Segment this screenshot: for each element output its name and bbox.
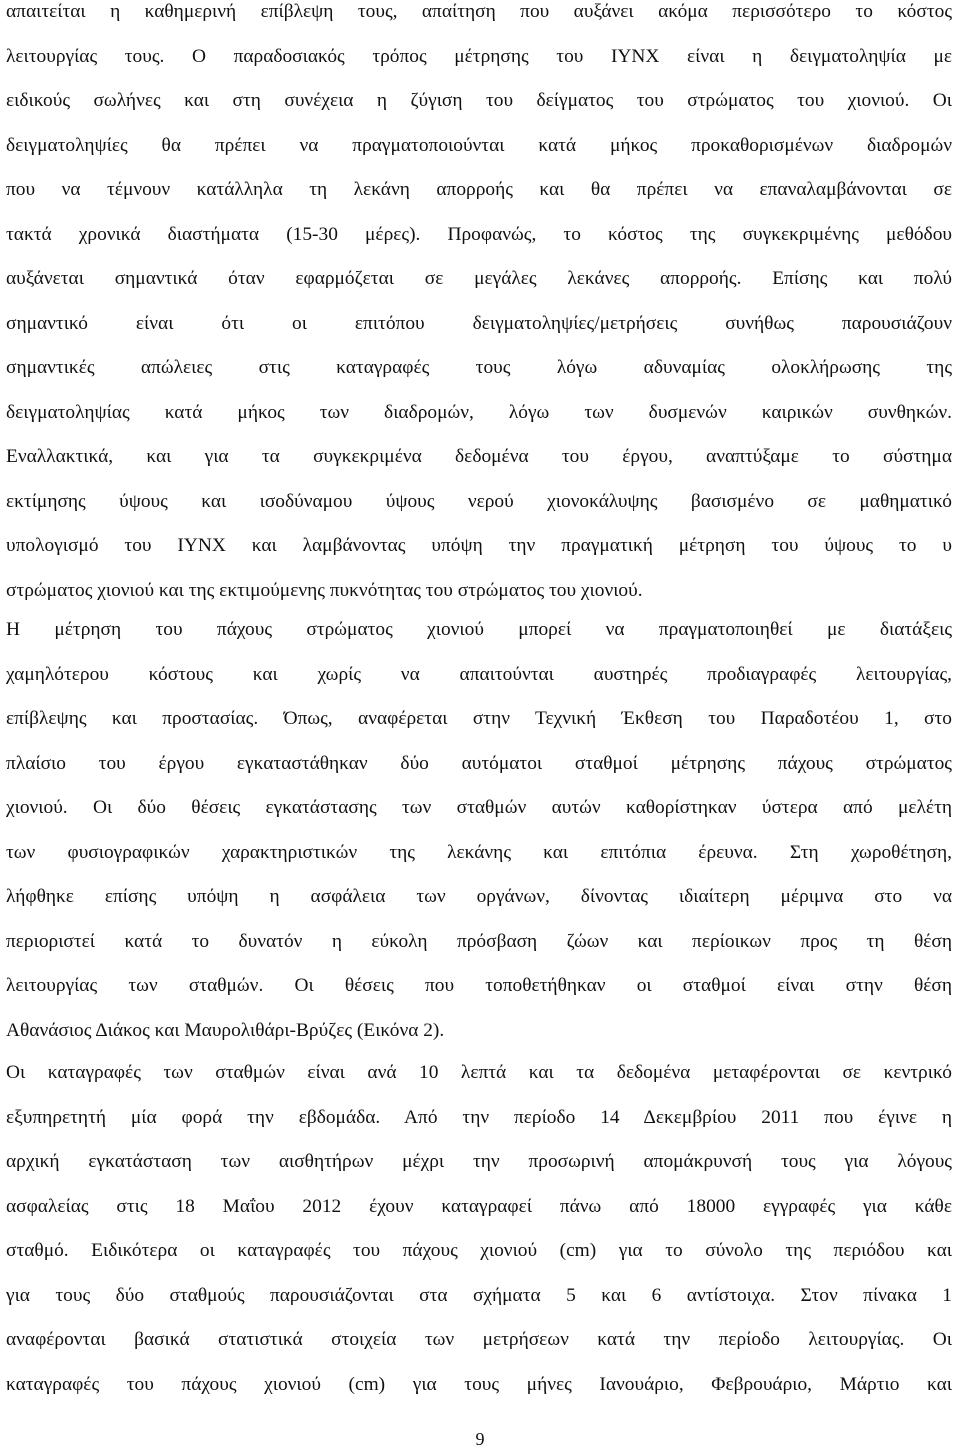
text-line: εκτίμησης ύψους και ισοδύναμου ύψους νερού χιονοκάλυψης βασισμένο σε μαθηματικό: [6, 490, 952, 512]
paragraph-2: [6, 608, 952, 1053]
text-line: χιονιού. Οι δύο θέσεις εγκατάστασης των σταθμών αυτών καθορίστηκαν ύστερα από μελέτη: [6, 797, 952, 818]
text-line: λειτουργίας τους. Ο παραδοσιακός τρόπος μέτρησης του ΙΥΝΧ είναι η δειγματοληψία με: [6, 45, 952, 67]
text-line: αρχική εγκατάσταση των αισθητήρων μέχρι την προσωρινή απομάκρυνσή τους για λόγους: [6, 1151, 952, 1172]
text-line: Οι καταγραφές των σταθμών είναι ανά 10 λεπτά και τα δεδομένα μεταφέρονται σε κεντρικό: [6, 1062, 952, 1083]
paragraph-1: [6, 0, 952, 613]
text-line: στρώματος χιονιού και της εκτιμούμενης πυκνότητας του στρώματος του χιονιού.: [6, 579, 643, 601]
text-line: αναφέρονται βασικά στατιστικά στοιχεία των μετρήσεων κατά την περίοδο λειτουργίας. Οι: [6, 1329, 952, 1350]
text-line: που να τέμνουν κατάλληλα τη λεκάνη απορροής και θα πρέπει να επαναλαμβάνονται σε: [6, 179, 952, 200]
text-line: λειτουργίας των σταθμών. Οι θέσεις που τοποθετήθηκαν οι σταθμοί είναι στην θέση: [6, 975, 952, 996]
text-line: των φυσιογραφικών χαρακτηριστικών της λεκάνης και επιτόπια έρευνα. Στη χωροθέτηση,: [6, 841, 952, 863]
text-line: καταγραφές του πάχους χιονιού (cm) για τους μήνες Ιανουάριο, Φεβρουάριο, Μάρτιο και: [6, 1373, 952, 1395]
text-line: χαμηλότερου κόστους και χωρίς να απαιτούνται αυστηρές προδιαγραφές λειτουργίας,: [6, 663, 952, 685]
text-line: Εναλλακτικά, και για τα συγκεκριμένα δεδομένα του έργου, αναπτύξαμε το σύστημα: [6, 446, 952, 467]
text-line: σταθμό. Ειδικότερα οι καταγραφές του πάχους χιονιού (cm) για το σύνολο της περιόδου και: [6, 1240, 952, 1261]
text-line: αυξάνεται σημαντικά όταν εφαρμόζεται σε μεγάλες λεκάνες απορροής. Επίσης και πολύ: [6, 268, 952, 289]
text-line: πλαίσιο του έργου εγκαταστάθηκαν δύο αυτόματοι σταθμοί μέτρησης πάχους στρώματος: [6, 752, 952, 774]
text-line: σημαντικό είναι ότι οι επιτόπου δειγματοληψίες/μετρήσεις συνήθως παρουσιάζουν: [6, 312, 952, 334]
text-line: ασφαλείας στις 18 Μαΐου 2012 έχουν καταγραφεί πάνω από 18000 εγγραφές για κάθε: [6, 1195, 952, 1217]
paragraph-3: [6, 1051, 952, 1407]
text-line: ειδικούς σωλήνες και στη συνέχεια η ζύγιση του δείγματος του στρώματος του χιονιού. Οι: [6, 90, 952, 111]
text-line: Αθανάσιος Διάκος και Μαυρολιθάρι-Βρύζες (Εικόνα 2).: [6, 1019, 445, 1041]
text-line: σημαντικές απώλειες στις καταγραφές τους λόγω αδυναμίας ολοκλήρωσης της: [6, 357, 952, 378]
text-line: για τους δύο σταθμούς παρουσιάζονται στα σχήματα 5 και 6 αντίστοιχα. Στον πίνακα 1: [6, 1284, 952, 1306]
text-line: λήφθηκε επίσης υπόψη η ασφάλεια των οργάνων, δίνοντας ιδιαίτερη μέριμνα στο να: [6, 886, 952, 907]
page-number: 9: [475, 1429, 485, 1449]
text-line: απαιτείται η καθημερινή επίβλεψη τους, απαίτηση που αυξάνει ακόμα περισσότερο το κόστος: [6, 1, 952, 22]
text-line: επίβλεψης και προστασίας. Όπως, αναφέρεται στην Τεχνική Έκθεση του Παραδοτέου 1, στο: [6, 708, 952, 729]
text-line: Η μέτρηση του πάχους στρώματος χιονιού μπορεί να πραγματοποιηθεί με διατάξεις: [6, 619, 952, 640]
text-line: περιοριστεί κατά το δυνατόν η εύκολη πρόσβαση ζώων και περίοικων προς τη θέση: [6, 930, 952, 952]
text-line: τακτά χρονικά διαστήματα (15-30 μέρες). Προφανώς, το κόστος της συγκεκριμένης μεθόδου: [6, 223, 952, 245]
text-line: δειγματοληψίας κατά μήκος των διαδρομών, λόγω των δυσμενών καιρικών συνθηκών.: [6, 401, 952, 423]
text-line: εξυπηρετητή μία φορά την εβδομάδα. Από την περίοδο 14 Δεκεμβρίου 2011 που έγινε η: [6, 1106, 952, 1128]
text-line: υπολογισμό του ΙΥΝΧ και λαμβάνοντας υπόψη την πραγματική μέτρηση του ύψους το υ: [6, 535, 952, 556]
text-line: δειγματοληψίες θα πρέπει να πραγματοποιούνται κατά μήκος προκαθορισμένων διαδρομών: [6, 134, 952, 156]
